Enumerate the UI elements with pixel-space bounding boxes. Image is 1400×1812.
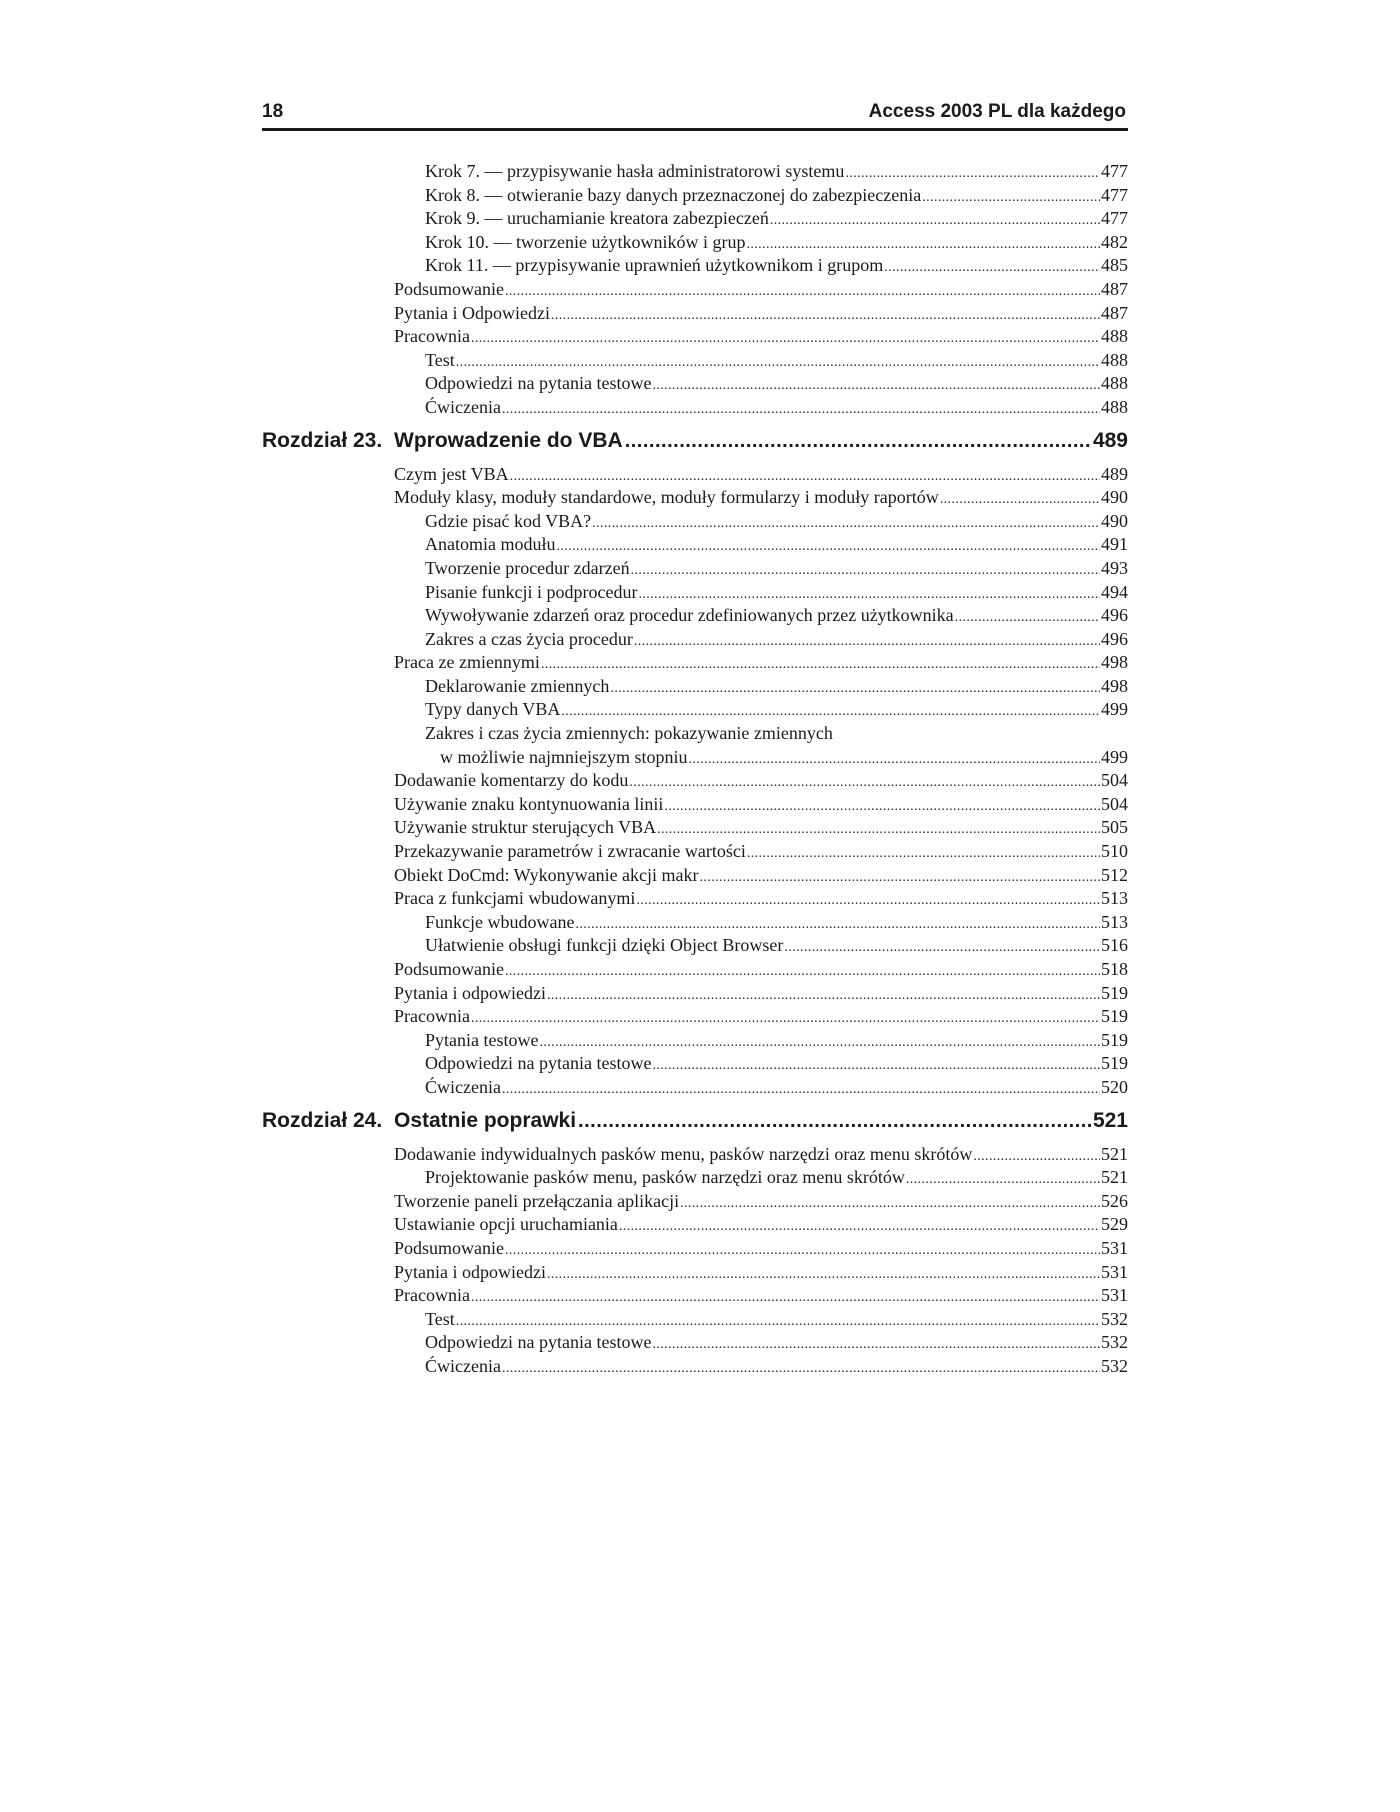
toc-page-number: 518 (1101, 959, 1128, 979)
toc-page-number: 529 (1101, 1214, 1128, 1235)
dot-leader (505, 960, 1100, 984)
toc-page-number: 510 (1101, 841, 1128, 862)
toc-entry-label: Pracownia (394, 1285, 470, 1306)
dot-leader (845, 162, 1100, 186)
toc-entry (262, 816, 1128, 840)
toc-entry-label: Pracownia (394, 1006, 470, 1027)
toc-entry-label: Przekazywanie parametrów i zwracanie wartości (394, 841, 746, 862)
toc-entry-label: Ćwiczenia (425, 1355, 501, 1376)
chapter-heading (262, 426, 1128, 463)
dot-leader (505, 280, 1100, 304)
dot-leader (561, 700, 1100, 724)
toc-entry (262, 628, 1128, 652)
dot-leader (922, 186, 1100, 210)
toc-entry (262, 1355, 1128, 1379)
dot-leader (456, 351, 1100, 375)
dot-leader (634, 630, 1100, 654)
toc-entry (262, 349, 1128, 373)
toc-entry-label: Gdzie pisać kod VBA? (425, 510, 592, 531)
toc-entry-label: Ustawianie opcji uruchamiania (394, 1214, 618, 1235)
dot-leader (664, 795, 1100, 819)
dot-leader (502, 1078, 1100, 1102)
toc-entry-label: Czym jest VBA (394, 463, 509, 484)
toc-entry (262, 184, 1128, 208)
dot-leader (657, 818, 1100, 842)
toc-entry-label: Ćwiczenia (425, 1076, 501, 1097)
toc-entry-label: Tworzenie paneli przełączania aplikacji (394, 1190, 680, 1211)
dot-leader (471, 1286, 1100, 1310)
dot-leader (638, 583, 1100, 607)
toc-entry (262, 207, 1128, 231)
toc-page-number: 513 (1101, 911, 1128, 932)
toc-page-number: 532 (1101, 1332, 1128, 1353)
toc-page-number: 504 (1101, 793, 1128, 814)
toc-entry-label: Ułatwienie obsługi funkcji dzięki Object Browser (425, 935, 784, 956)
toc-entry (262, 651, 1128, 675)
toc-page-number: 513 (1101, 888, 1128, 909)
toc-entry (262, 604, 1128, 628)
dot-leader (955, 606, 1100, 630)
dot-leader (700, 866, 1100, 890)
dot-leader (940, 488, 1100, 512)
toc-page-number: 499 (1101, 699, 1128, 720)
toc-entry (262, 372, 1128, 396)
chapter-page-number: 489 (1092, 428, 1128, 452)
toc-entry-label: Krok 7. — przypisywanie hasła administratorowi systemu (425, 161, 845, 181)
toc-page-number: 487 (1101, 302, 1128, 323)
toc-entry-label: Funkcje wbudowane (425, 911, 575, 932)
dot-leader (747, 842, 1100, 866)
toc-entry (262, 581, 1128, 605)
dot-leader (688, 748, 1100, 772)
dot-leader (619, 1215, 1100, 1239)
dot-leader (625, 426, 1091, 456)
page-number: 18 (262, 101, 284, 122)
toc-entry (262, 254, 1128, 278)
toc-entry-label: Typy danych VBA (425, 699, 561, 720)
toc-entry (262, 982, 1128, 1006)
toc-entry-label: Pytania i odpowiedzi (394, 1261, 546, 1282)
toc-page-number: 491 (1101, 534, 1128, 555)
dot-leader (592, 512, 1100, 536)
toc-entry (262, 1261, 1128, 1285)
toc-page-number: 521 (1101, 1143, 1128, 1164)
toc-entry (262, 557, 1128, 581)
toc-page-number: 532 (1101, 1355, 1128, 1376)
dot-leader (906, 1168, 1100, 1192)
toc-page-number: 498 (1101, 675, 1128, 696)
toc-entry (262, 533, 1128, 557)
table-of-contents (262, 160, 1128, 1379)
toc-entry (262, 160, 1128, 184)
dot-leader (784, 936, 1100, 960)
chapter-heading (262, 1106, 1128, 1143)
toc-entry (262, 278, 1128, 302)
chapter-number: Rozdział 24. (262, 1108, 383, 1132)
dot-leader (551, 304, 1100, 328)
toc-page-number: 487 (1101, 278, 1128, 299)
toc-entry-label: Podsumowanie (394, 1237, 504, 1258)
toc-entry (262, 1029, 1128, 1053)
toc-page-number: 520 (1101, 1076, 1128, 1097)
toc-entry (262, 675, 1128, 699)
dot-leader (505, 1239, 1100, 1263)
toc-entry (262, 864, 1128, 888)
toc-page-number: 498 (1101, 652, 1128, 673)
toc-entry-label: Obiekt DoCmd: Wykonywanie akcji makr (394, 864, 699, 885)
toc-entry-label: Odpowiedzi na pytania testowe (425, 1053, 652, 1074)
toc-page-number: 494 (1101, 581, 1128, 602)
toc-page-number: 531 (1101, 1285, 1128, 1306)
dot-leader (680, 1192, 1100, 1216)
toc-page-number: 519 (1101, 982, 1128, 1003)
toc-entry (262, 486, 1128, 510)
dot-leader (610, 677, 1100, 701)
dot-leader (884, 256, 1100, 280)
toc-page-number: 489 (1101, 463, 1128, 484)
toc-page-number: 482 (1101, 231, 1128, 252)
toc-page-number: 526 (1101, 1190, 1128, 1211)
toc-entry (262, 1143, 1128, 1167)
toc-entry-label: w możliwie najmniejszym stopniu (440, 746, 688, 767)
toc-page-number: 488 (1101, 396, 1128, 417)
toc-page-number: 493 (1101, 557, 1128, 578)
dot-leader (547, 984, 1100, 1008)
toc-entry-label: Praca ze zmiennymi (394, 652, 540, 673)
page-header (262, 94, 1128, 131)
toc-entry (262, 1076, 1128, 1100)
toc-entry-label: Tworzenie procedur zdarzeń (425, 557, 630, 578)
chapter-number: Rozdział 23. (262, 428, 383, 452)
dot-leader (636, 889, 1100, 913)
toc-entry (262, 958, 1128, 982)
toc-page-number: 521 (1101, 1167, 1128, 1188)
toc-entry-label: Moduły klasy, moduły standardowe, moduły formularzy i moduły raportów (394, 487, 939, 508)
toc-entry (262, 231, 1128, 255)
toc-page-number: 504 (1101, 770, 1128, 791)
toc-entry-label: Zakres i czas życia zmiennych: pokazywanie zmiennych (425, 723, 833, 744)
toc-entry (262, 1052, 1128, 1076)
dot-leader (471, 1007, 1100, 1031)
toc-entry (262, 510, 1128, 534)
toc-entry (262, 302, 1128, 326)
toc-page-number: 499 (1101, 746, 1128, 767)
toc-entry-label: Odpowiedzi na pytania testowe (425, 1332, 652, 1353)
toc-page-number: 512 (1101, 864, 1128, 885)
toc-entry-label: Podsumowanie (394, 959, 504, 979)
toc-entry (262, 1284, 1128, 1308)
toc-entry-label: Pisanie funkcji i podprocedur (425, 581, 638, 602)
toc-entry-label: Krok 10. — tworzenie użytkowników i grup (425, 231, 746, 252)
toc-entry-label: Podsumowanie (394, 278, 504, 299)
toc-entry-label: Pytania testowe (425, 1029, 539, 1050)
toc-page-number: 519 (1101, 1029, 1128, 1050)
dot-leader (471, 327, 1100, 351)
toc-page-number: 496 (1101, 628, 1128, 649)
dot-leader (578, 1106, 1091, 1136)
toc-page-number: 505 (1101, 817, 1128, 838)
toc-page-number: 519 (1101, 1053, 1128, 1074)
toc-entry (262, 1166, 1128, 1190)
toc-page-number: 488 (1101, 349, 1128, 370)
toc-page-number: 516 (1101, 935, 1128, 956)
toc-page-number: 485 (1101, 255, 1128, 276)
book-title: Access 2003 PL dla każdego (868, 101, 1126, 122)
dot-leader (652, 1333, 1100, 1357)
dot-leader (746, 233, 1100, 257)
toc-entry (262, 793, 1128, 817)
dot-leader (510, 465, 1100, 489)
toc-entry (262, 463, 1128, 487)
dot-leader (456, 1310, 1100, 1334)
dot-leader (547, 1263, 1100, 1287)
toc-entry-label: Pytania i odpowiedzi (394, 982, 546, 1003)
toc-entry (262, 934, 1128, 958)
toc-entry (262, 887, 1128, 911)
toc-entry-label: Krok 11. — przypisywanie uprawnień użytkownikom i grupom (425, 255, 884, 276)
toc-entry-label: Praca z funkcjami wbudowanymi (394, 888, 636, 909)
toc-entry-label: Test (425, 1308, 455, 1329)
toc-entry-label: Projektowanie pasków menu, pasków narzędzi oraz menu skrótów (425, 1167, 905, 1188)
toc-page-number: 531 (1101, 1261, 1128, 1282)
toc-page-number: 532 (1101, 1308, 1128, 1329)
dot-leader (502, 398, 1100, 422)
toc-entry-label: Test (425, 349, 455, 370)
toc-page-number: 477 (1101, 208, 1128, 229)
toc-entry (262, 722, 1128, 746)
toc-page-number: 490 (1101, 487, 1128, 508)
toc-page-number: 496 (1101, 605, 1128, 626)
dot-leader (539, 1031, 1100, 1055)
dot-leader (629, 771, 1100, 795)
chapter-title: Wprowadzenie do VBA (394, 428, 623, 452)
toc-page-number: 490 (1101, 510, 1128, 531)
toc-entry-label: Krok 9. — uruchamianie kreatora zabezpieczeń (425, 208, 769, 229)
toc-entry (262, 1213, 1128, 1237)
toc-entry-label: Używanie struktur sterujących VBA (394, 817, 657, 838)
toc-entry (262, 1190, 1128, 1214)
toc-page-number: 477 (1101, 184, 1128, 205)
toc-entry (262, 1308, 1128, 1332)
toc-entry-label: Dodawanie komentarzy do kodu (394, 770, 629, 791)
dot-leader (652, 1054, 1100, 1078)
toc-entry-label: Ćwiczenia (425, 396, 501, 417)
toc-entry (262, 911, 1128, 935)
toc-entry (262, 769, 1128, 793)
toc-entry-label: Zakres a czas życia procedur (425, 628, 633, 649)
toc-entry (262, 396, 1128, 420)
toc-entry-label: Pracownia (394, 326, 470, 347)
toc-entry (262, 698, 1128, 722)
chapter-title: Ostatnie poprawki (394, 1108, 577, 1132)
toc-entry-label: Deklarowanie zmiennych (425, 675, 610, 696)
toc-entry (262, 1237, 1128, 1261)
dot-leader (652, 374, 1100, 398)
toc-entry-label: Dodawanie indywidualnych pasków menu, pasków narzędzi oraz menu skrótów (394, 1143, 973, 1164)
toc-entry (262, 1331, 1128, 1355)
toc-entry-label: Pytania i Odpowiedzi (394, 302, 550, 323)
toc-entry-label: Odpowiedzi na pytania testowe (425, 373, 652, 394)
toc-page-number: 531 (1101, 1237, 1128, 1258)
toc-entry-label: Używanie znaku kontynuowania linii (394, 793, 664, 814)
toc-entry-continuation (262, 746, 1128, 770)
dot-leader (502, 1357, 1100, 1381)
toc-entry-label: Krok 8. — otwieranie bazy danych przeznaczonej do zabezpieczenia (425, 184, 922, 205)
dot-leader (631, 559, 1100, 583)
toc-page-number: 488 (1101, 326, 1128, 347)
dot-leader (770, 209, 1100, 233)
toc-page-number: 488 (1101, 373, 1128, 394)
toc-entry-label: Wywoływanie zdarzeń oraz procedur zdefiniowanych przez użytkownika (425, 605, 954, 626)
toc-entry (262, 1005, 1128, 1029)
toc-entry-label: Anatomia modułu (425, 534, 556, 555)
toc-page-number: 519 (1101, 1006, 1128, 1027)
toc-page-number: 477 (1101, 161, 1128, 181)
dot-leader (973, 1145, 1100, 1169)
dot-leader (556, 535, 1100, 559)
toc-entry (262, 840, 1128, 864)
toc-entry (262, 325, 1128, 349)
dot-leader (575, 913, 1100, 937)
chapter-page-number: 521 (1092, 1108, 1128, 1132)
dot-leader (541, 653, 1100, 677)
